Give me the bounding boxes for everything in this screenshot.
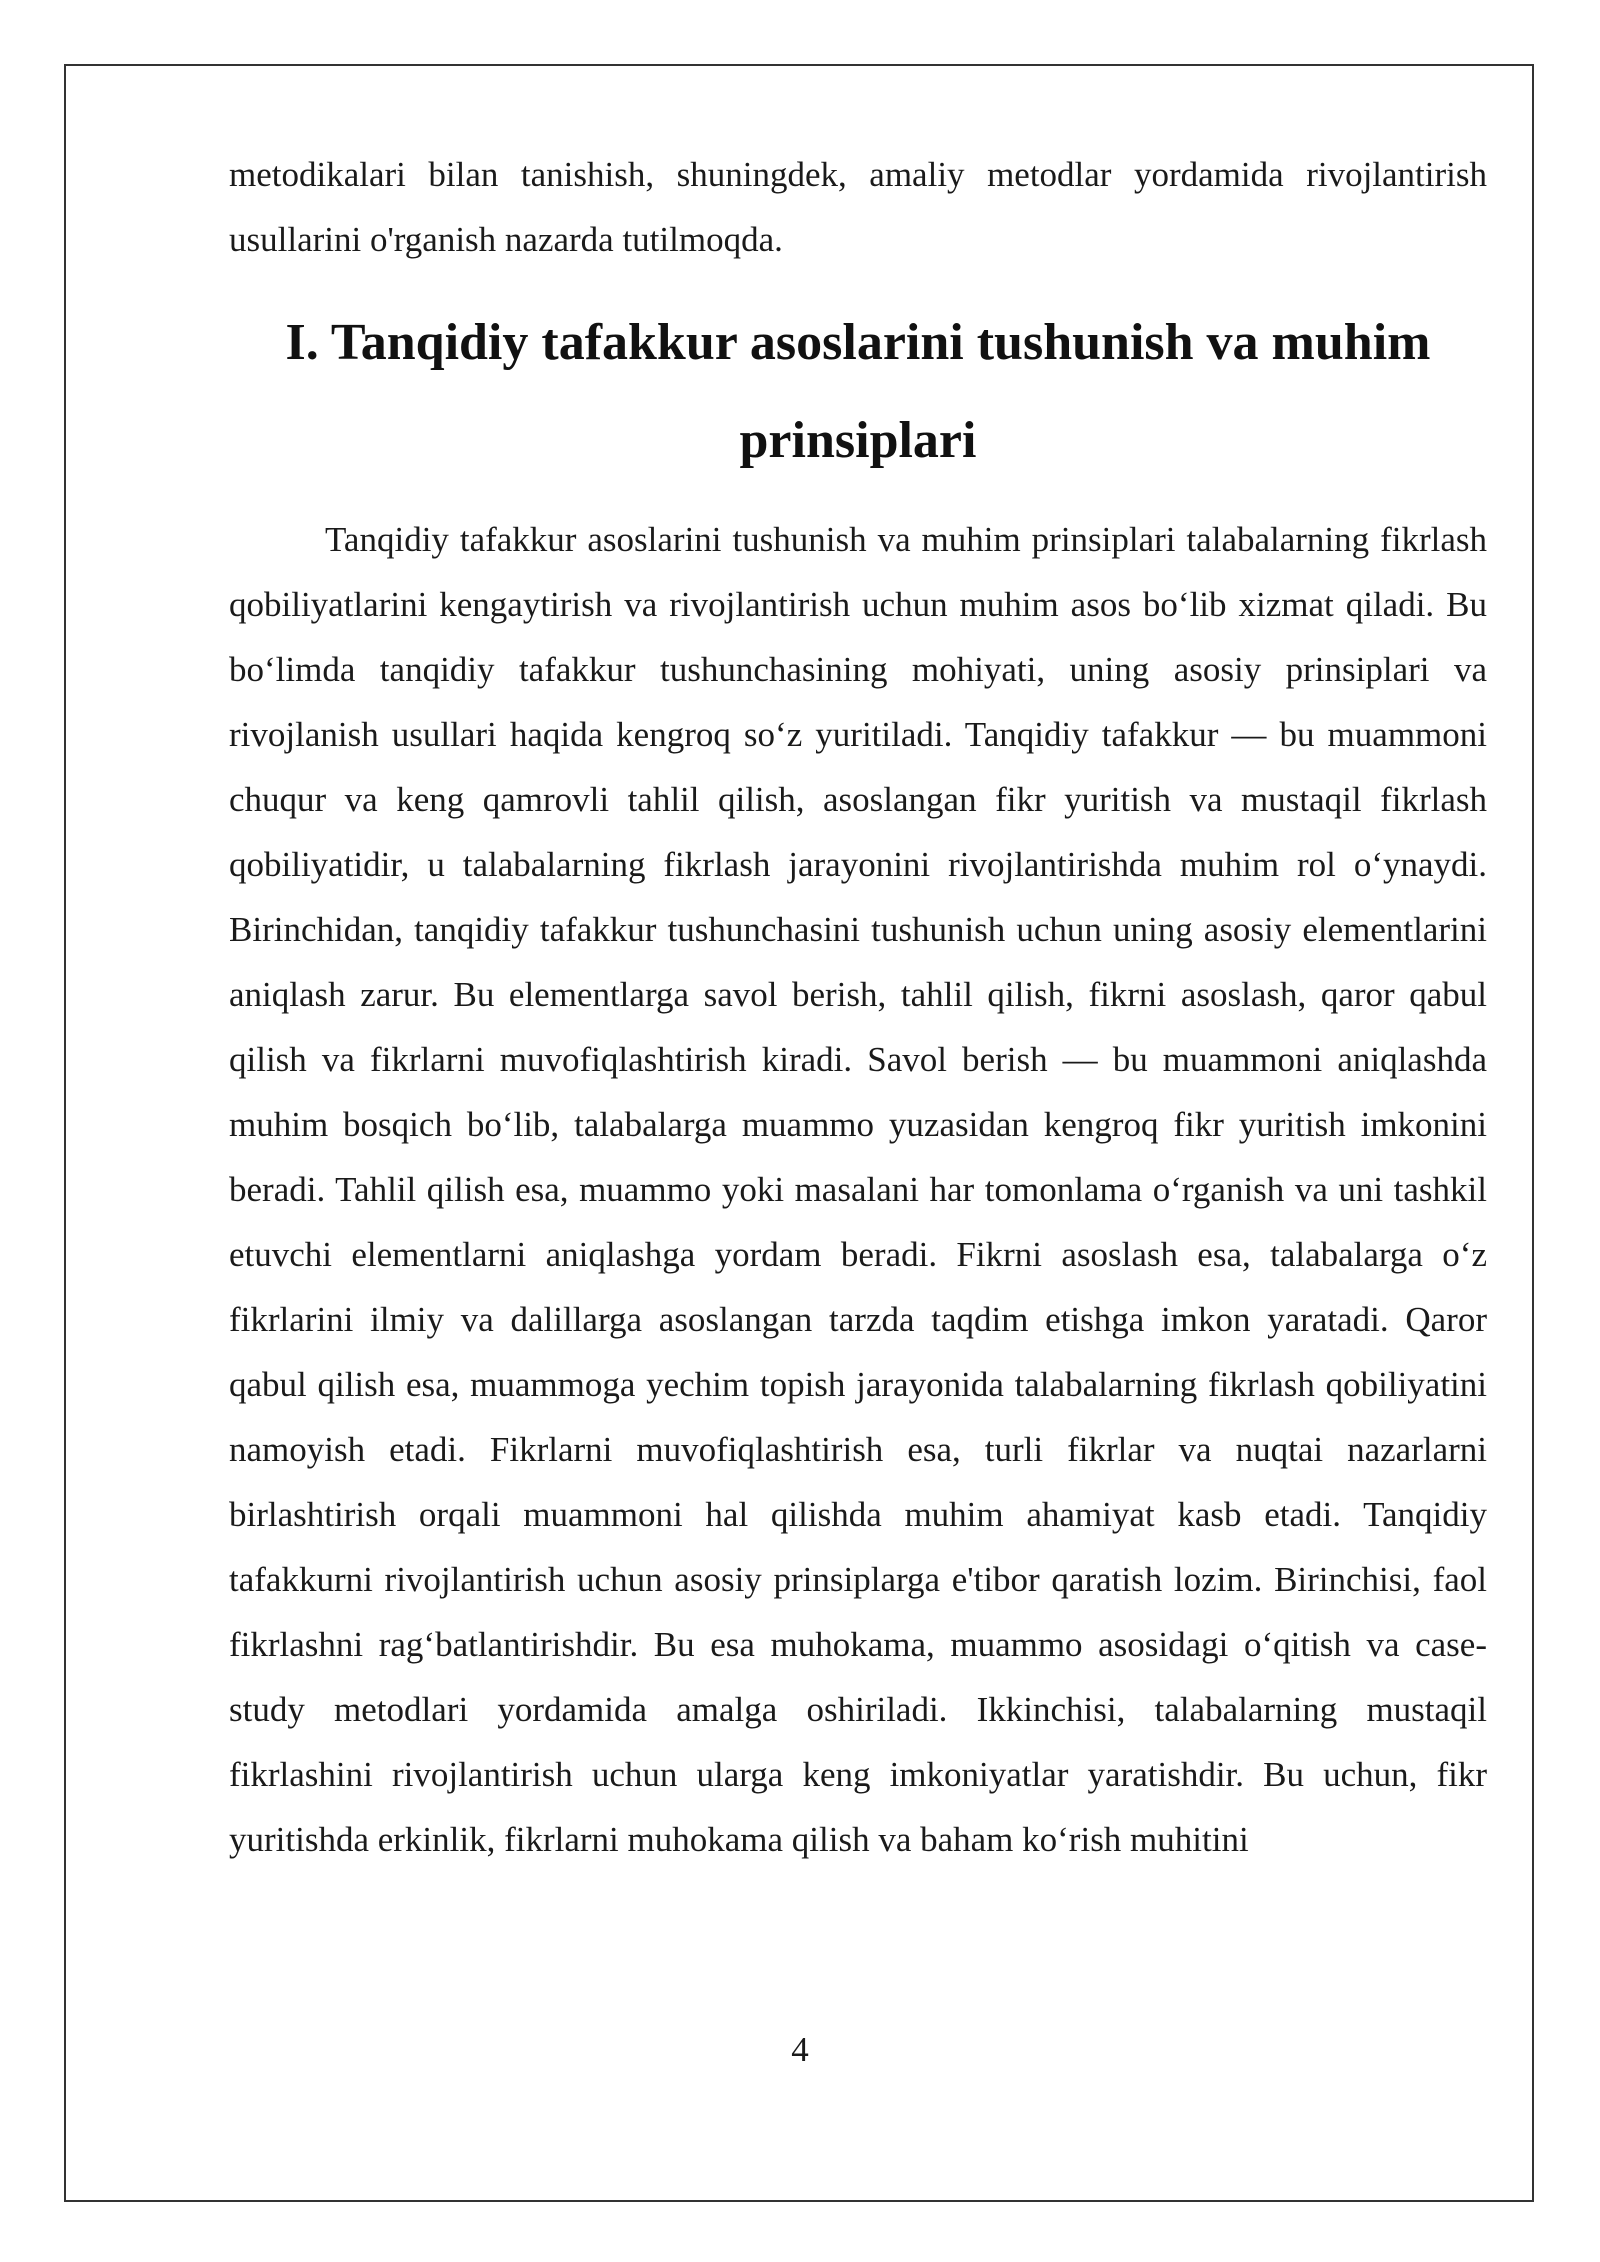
page-content xyxy=(229,142,1487,1872)
page-number: 4 xyxy=(791,2030,809,2069)
intro-paragraph: metodikalari bilan tanishish, shuningdek, amaliy metodlar yordamida rivojlantirish usullarini o'rganish nazarda tutilmoqda. xyxy=(229,155,1487,259)
body-paragraph: Tanqidiy tafakkur asoslarini tushunish va muhim prinsiplari talabalarning fikrlash qobiliyatlarini kengaytirish va rivojlantirish uchun muhim asos bo‘lib xizmat qiladi. Bu bo‘limda tanqidiy tafakkur tushunchasining mohiyati, uning asosiy prinsiplari va rivojlanish usullari haqida kengroq so‘z yuritiladi. Tanqidiy tafakkur — bu muammoni chuqur va keng qamrovli tahlil qilish, asoslangan fikr yuritish va mustaqil fikrlash qobiliyatidir, u talabalarning fikrlash jarayonini rivojlantirishda muhim rol o‘ynaydi. Birinchidan, tanqidiy tafakkur tushunchasini tushunish uchun uning asosiy elementlarini aniqlash zarur. Bu elementlarga savol berish, tahlil qilish, fikrni asoslash, qaror qabul qilish va fikrlarni muvofiqlashtirish kiradi. Savol berish — bu muammoni aniqlashda muhim bosqich bo‘lib, talabalarga muammo yuzasidan kengroq fikr yuritish imkonini beradi. Tahlil qilish esa, muammo yoki masalani har tomonlama o‘rganish va uni tashkil etuvchi elementlarni aniqlashga yordam beradi. Fikrni asoslash esa, talabalarga o‘z fikrlarini ilmiy va dalillarga asoslangan tarzda taqdim etishga imkon yaratadi. Qaror qabul qilish esa, muammoga yechim topish jarayonida talabalarning fikrlash qobiliyatini namoyish etadi. Fikrlarni muvofiqlashtirish esa, turli fikrlar va nuqtai nazarlarni birlashtirish orqali muammoni hal qilishda muhim ahamiyat kasb etadi. Tanqidiy tafakkurni rivojlantirish uchun asosiy prinsiplarga e'tibor qaratish lozim. Birinchisi, faol fikrlashni rag‘batlantirishdir. Bu esa muhokama, muammo asosidagi o‘qitish va case-study metodlari yordamida amalga oshiriladi. Ikkinchisi, talabalarning mustaqil fikrlashini rivojlantirish uchun ularga keng imkoniyatlar yaratishdir. Bu uchun, fikr yuritishda erkinlik, fikrlarni muhokama qilish va baham ko‘rish muhitini xyxy=(229,520,1487,1859)
section-heading: I. Tanqidiy tafakkur asoslarini tushunish va muhim prinsiplari xyxy=(285,314,1431,469)
